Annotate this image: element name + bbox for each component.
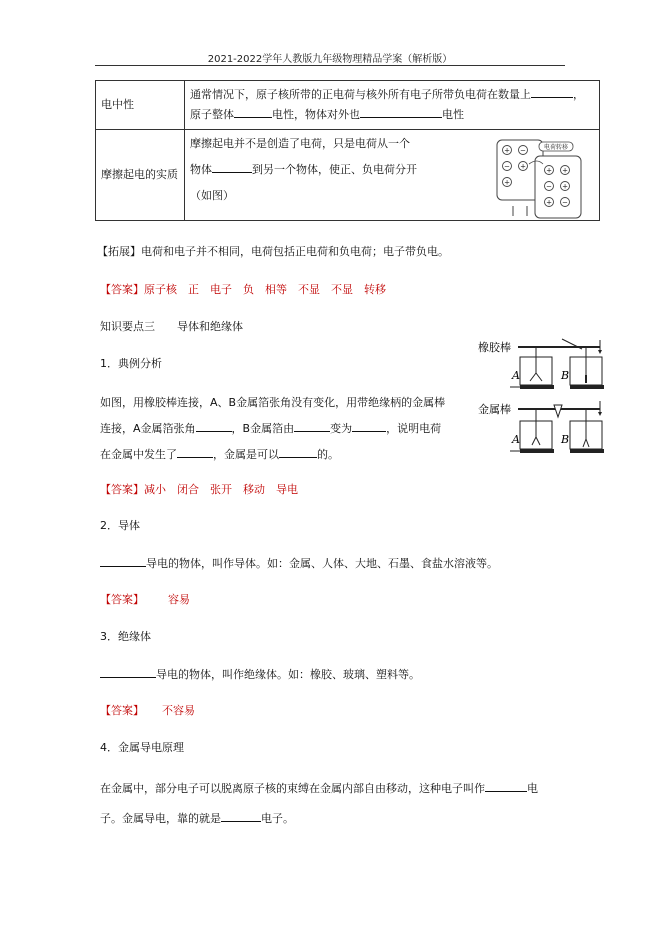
answer-blank[interactable] — [100, 665, 156, 678]
label-a: A — [512, 369, 520, 382]
charge-transfer-figure — [493, 136, 585, 222]
answer-text: 容易 — [168, 593, 190, 606]
answer-blank[interactable] — [196, 419, 232, 432]
answer-blank[interactable] — [294, 419, 330, 432]
svg-text:−: − — [546, 182, 552, 191]
text-span: ，B金属箔由 — [231, 422, 295, 435]
knowledge-table — [95, 80, 600, 221]
text-span: ，金属是可以 — [213, 448, 279, 461]
electroscope-figure — [470, 335, 610, 465]
table-row — [96, 81, 600, 130]
answer-text: 原子核 正 电子 负 相等 不显 不显 转移 — [144, 283, 386, 296]
section-title: 知识要点三 导体和绝缘体 — [100, 320, 243, 333]
text-span: 在金属中，部分电子可以脱离原子核的束缚在金属内部自由移动，这种电子叫作 — [100, 782, 485, 795]
row-content-neutral — [185, 81, 600, 130]
answer-text: 不容易 — [162, 704, 195, 717]
text-span: 导电的物体，叫作导体。如：金属、人体、大地、石墨、食盐水溶液等。 — [146, 557, 498, 570]
text-span: 摩擦起电并不是创造了电荷，只是电荷从一个 — [190, 137, 410, 150]
text-span: 子。金属导电，靠的就是 — [100, 812, 221, 825]
text-span: 电性 — [442, 108, 464, 121]
label-b: B — [561, 433, 570, 446]
metal-conduction-paragraph — [100, 774, 538, 834]
item-title: 1．典例分析 — [100, 357, 162, 370]
answer-block — [100, 282, 386, 298]
row-label-neutral: 电中性 — [96, 81, 185, 130]
answer-blank[interactable] — [212, 160, 252, 173]
insulator-definition — [100, 665, 420, 683]
text-span: 在金属中发生了 — [100, 448, 177, 461]
answer-blank[interactable] — [177, 445, 213, 458]
answer-block — [100, 482, 298, 498]
svg-text:+: + — [504, 146, 510, 155]
answer-blank[interactable] — [234, 105, 272, 118]
label-b: B — [561, 369, 570, 382]
answer-block — [100, 592, 190, 608]
item-title: 2．导体 — [100, 519, 140, 532]
svg-text:+: + — [562, 182, 568, 191]
header-rule — [95, 65, 565, 66]
text-span: 通常情况下，原子核所带的正电荷与核外所有电子所带负电荷在数量上 — [190, 88, 531, 101]
svg-text:+: + — [562, 166, 568, 175]
text-span: 连接，A金属箔张角 — [100, 422, 196, 435]
row-label-friction: 摩擦起电的实质 — [96, 130, 185, 221]
answer-tag: 【答案】 — [100, 483, 144, 496]
answer-tag: 【答案】 — [100, 704, 144, 717]
svg-text:−: − — [562, 198, 568, 207]
text-span: ，说明电荷 — [386, 422, 442, 435]
item-title: 4．金属导电原理 — [100, 741, 184, 754]
metal-rod-label: 金属棒 — [478, 403, 511, 416]
svg-text:+: + — [546, 166, 552, 175]
svg-text:+: + — [546, 198, 552, 207]
text-span: （如图） — [190, 189, 234, 202]
text-span: 如图，用橡胶棒连接，A、B金属箔张角没有变化，用带绝缘柄的金属棒 — [100, 396, 446, 409]
rubber-rod-label: 橡胶棒 — [478, 341, 511, 354]
answer-tag: 【答案】 — [100, 593, 144, 606]
text-span: 物体 — [190, 163, 212, 176]
row-content-friction — [185, 130, 600, 221]
label-a: A — [512, 433, 520, 446]
answer-text: 减小 闭合 张开 移动 导电 — [144, 483, 298, 496]
text-span: 电 — [527, 782, 538, 795]
answer-blank[interactable] — [100, 554, 146, 567]
answer-block — [100, 703, 195, 719]
table-row — [96, 130, 600, 221]
svg-text:−: − — [504, 162, 510, 171]
figure-caption: 电荷转移 — [543, 144, 569, 151]
text-span: 导电的物体，叫作绝缘体。如：橡胶、玻璃、塑料等。 — [156, 668, 420, 681]
item-title: 3．绝缘体 — [100, 630, 151, 643]
page-header: 2021-2022学年人教版九年级物理精品学案（解析版） — [207, 54, 453, 65]
answer-blank[interactable] — [221, 809, 261, 822]
answer-blank[interactable] — [531, 85, 573, 98]
text-span: 电子。 — [261, 812, 294, 825]
conductor-definition — [100, 554, 498, 572]
text-span: 变为 — [330, 422, 353, 435]
extension-note: 【拓展】电荷和电子并不相同，电荷包括正电荷和负电荷；电子带负电。 — [97, 245, 449, 258]
text-span: 原子整体 — [190, 108, 234, 121]
svg-text:+: + — [520, 162, 526, 171]
answer-blank[interactable] — [279, 445, 317, 458]
text-span: 电性，物体对外也 — [272, 108, 360, 121]
svg-text:−: − — [520, 146, 526, 155]
svg-text:+: + — [504, 178, 510, 187]
answer-blank[interactable] — [352, 419, 386, 432]
text-span: 到另一个物体，使正、负电荷分开 — [252, 163, 417, 176]
example-paragraph — [100, 390, 460, 468]
answer-tag: 【答案】 — [100, 283, 144, 296]
answer-blank[interactable] — [360, 105, 442, 118]
answer-blank[interactable] — [485, 779, 527, 792]
text-span: 的。 — [317, 448, 339, 461]
text-span: ， — [573, 88, 584, 101]
